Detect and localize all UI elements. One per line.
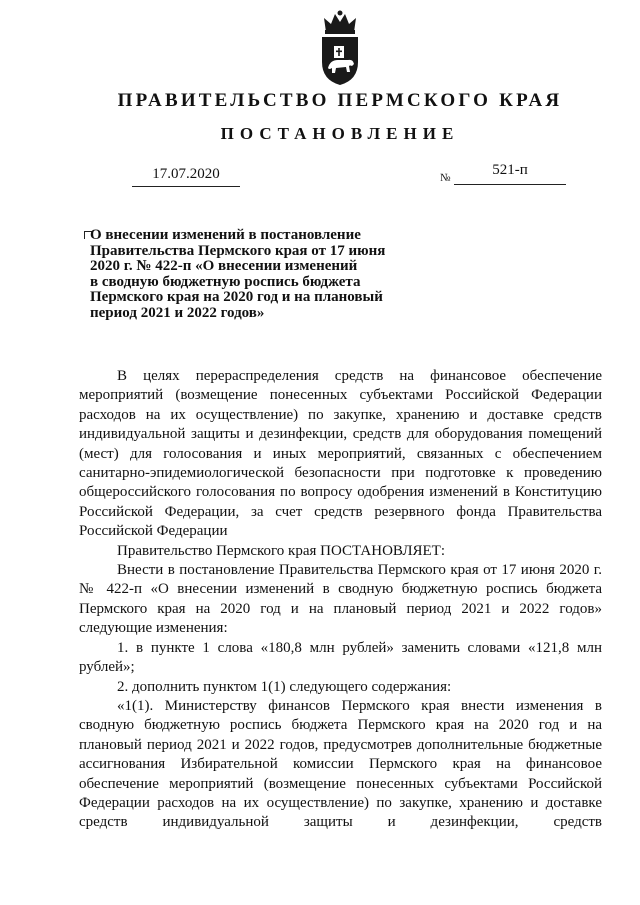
document-title (90, 228, 390, 321)
title-line: в сводную бюджетную роспись бюджета (90, 273, 361, 290)
body-paragraph-clause-1-1: «1(1). Министерству финансов Пермского края внести изменения в сводную бюджетную роспись бюджета Пермского края на 2020 год и на плановый период 2021 и 2022 годов, предусмотрев дополнительные бюджетные ассигнования Избирательной комиссии Пермского края на финансовое обеспечение мероприятий (возмещение понесенных субъектами Российской Федерации расходов на их осуществление) по закупке, хранению и доставке средств индивидуальной защиты и дезинфекции, средств (79, 697, 602, 831)
title-line: 2020 г. № 422-п «О внесении изменений (90, 258, 358, 274)
government-name: ПРАВИТЕЛЬСТВО ПЕРМСКОГО КРАЯ (117, 90, 563, 111)
number-label: № (440, 172, 451, 184)
coat-of-arms-icon (318, 10, 362, 86)
title-line: период 2021 и 2022 годов» (90, 304, 265, 321)
document-date: 17.07.2020 (132, 166, 240, 187)
body-paragraph-item-2: 2. дополнить пунктом 1(1) следующего содержания: (117, 678, 452, 695)
body-paragraph-item-1: 1. в пункте 1 слова «180,8 млн рублей» заменить словами «121,8 млн рублей»; (79, 639, 602, 676)
title-line: Правительства Пермского края от 17 июня (90, 242, 386, 259)
document-body (79, 367, 602, 833)
title-line: О внесении изменений в постановление (90, 227, 361, 243)
document-number: 521-п (454, 162, 566, 185)
body-paragraph-resolution: Правительство Пермского края ПОСТАНОВЛЯЕТ: (117, 542, 446, 559)
title-line: Пермского края на 2020 год и на плановый (90, 289, 383, 305)
body-paragraph-amendment: Внести в постановление Правительства Пермского края от 17 июня 2020 г. № 422-п «О внесении изменений в сводную бюджетную роспись бюджета Пермского края на 2020 год и на плановый период 2021 и 2022 годов» следующие изменения: (79, 562, 602, 637)
body-paragraph-preamble: В целях перераспределения средств на финансовое обеспечение мероприятий (возмещение понесенных субъектами Российской Федерации расходов на их осуществление) по закупке, хранению и доставке средств индивидуальной защиты и дезинфекции, средств для оборудования помещений (мест) для голосования и иных мероприятий, связанных с обеспечением санитарно-эпидемиологической безопасности при подготовке к проведению общероссийского голосования по вопросу одобрения изменений в Конституцию Российской Федерации, за счет средств резервного фонда Правительства Российской Федерации (79, 368, 602, 540)
document-type: ПОСТАНОВЛЕНИЕ (220, 124, 460, 143)
